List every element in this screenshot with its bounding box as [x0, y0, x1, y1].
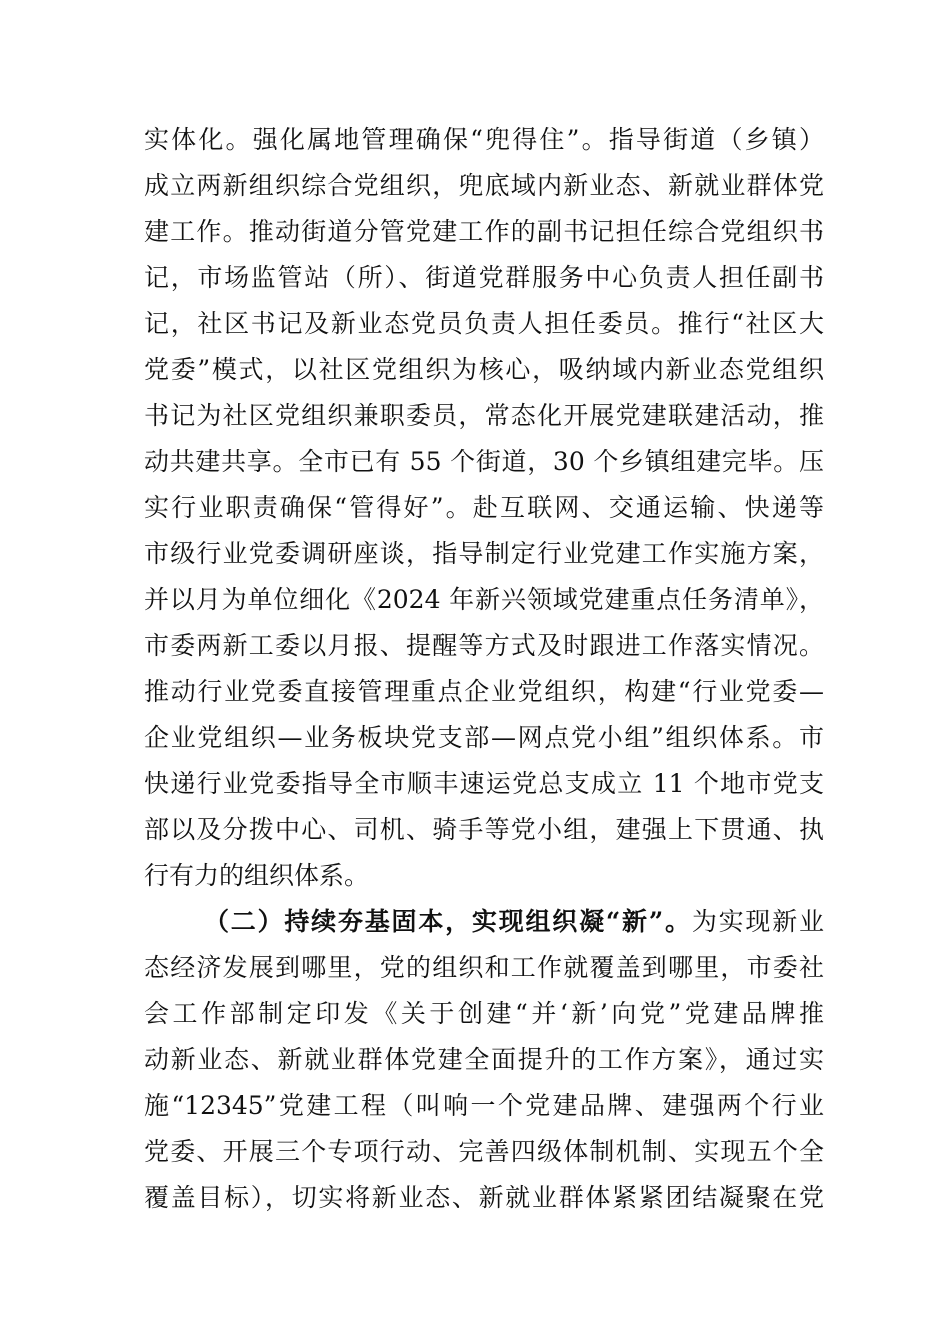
text-line: 党委”模式，以社区党组织为核心，吸纳域内新业态党组织	[144, 355, 824, 384]
paragraph-1	[144, 117, 824, 899]
text-line: 记，市场监管站（所）、街道党群服务中心负责人担任副书	[144, 263, 824, 292]
section-heading-line	[144, 899, 824, 945]
text-line: 覆盖目标），切实将新业态、新就业群体紧紧团结凝聚在党	[144, 1183, 824, 1212]
text-line: 市委两新工委以月报、提醒等方式及时跟进工作落实情况。	[144, 631, 824, 660]
text-line: 行有力的组织体系。	[144, 861, 370, 890]
text-line: 部以及分拨中心、司机、骑手等党小组，建强上下贯通、执	[144, 815, 824, 844]
text-line: 记，社区书记及新业态党员负责人担任委员。推行“社区大	[144, 309, 824, 338]
heading-line-rest: 为实现新业	[691, 907, 824, 936]
text-line: 建工作。推动街道分管党建工作的副书记担任综合党组织书	[144, 217, 824, 246]
text-line: 动共建共享。全市已有 55 个街道，30 个乡镇组建完毕。压	[144, 447, 824, 476]
body-text	[144, 117, 824, 1221]
text-line: 市级行业党委调研座谈，指导制定行业党建工作实施方案，	[144, 539, 824, 568]
text-line: 推动行业党委直接管理重点企业党组织，构建“行业党委—	[144, 677, 824, 706]
text-line: 施“12345”党建工程（叫响一个党建品牌、建强两个行业	[144, 1091, 824, 1120]
text-line: 书记为社区党组织兼职委员，常态化开展党建联建活动，推	[144, 401, 824, 430]
text-line: 会工作部制定印发《关于创建“并‘新’向党”党建品牌推	[144, 999, 824, 1028]
text-line: 实行业职责确保“管得好”。赴互联网、交通运输、快递等	[144, 493, 824, 522]
text-line: 成立两新组织综合党组织，兜底域内新业态、新就业群体党	[144, 171, 824, 200]
text-line: 党委、开展三个专项行动、完善四级体制机制、实现五个全	[144, 1137, 824, 1166]
text-line: 快递行业党委指导全市顺丰速运党总支成立 11 个地市党支	[144, 769, 824, 798]
text-line: 并以月为单位细化《2024 年新兴领域党建重点任务清单》，	[144, 585, 824, 614]
text-line: 企业党组织—业务板块党支部—网点党小组”组织体系。市	[144, 723, 824, 752]
paragraph-2	[144, 899, 824, 1221]
text-line: 动新业态、新就业群体党建全面提升的工作方案》，通过实	[144, 1045, 824, 1074]
text-line: 实体化。强化属地管理确保“兜得住”。指导街道（乡镇）	[144, 125, 824, 154]
text-line: 态经济发展到哪里，党的组织和工作就覆盖到哪里，市委社	[144, 953, 824, 982]
section-heading: （二）持续夯基固本，实现组织凝“新”。	[204, 907, 692, 936]
